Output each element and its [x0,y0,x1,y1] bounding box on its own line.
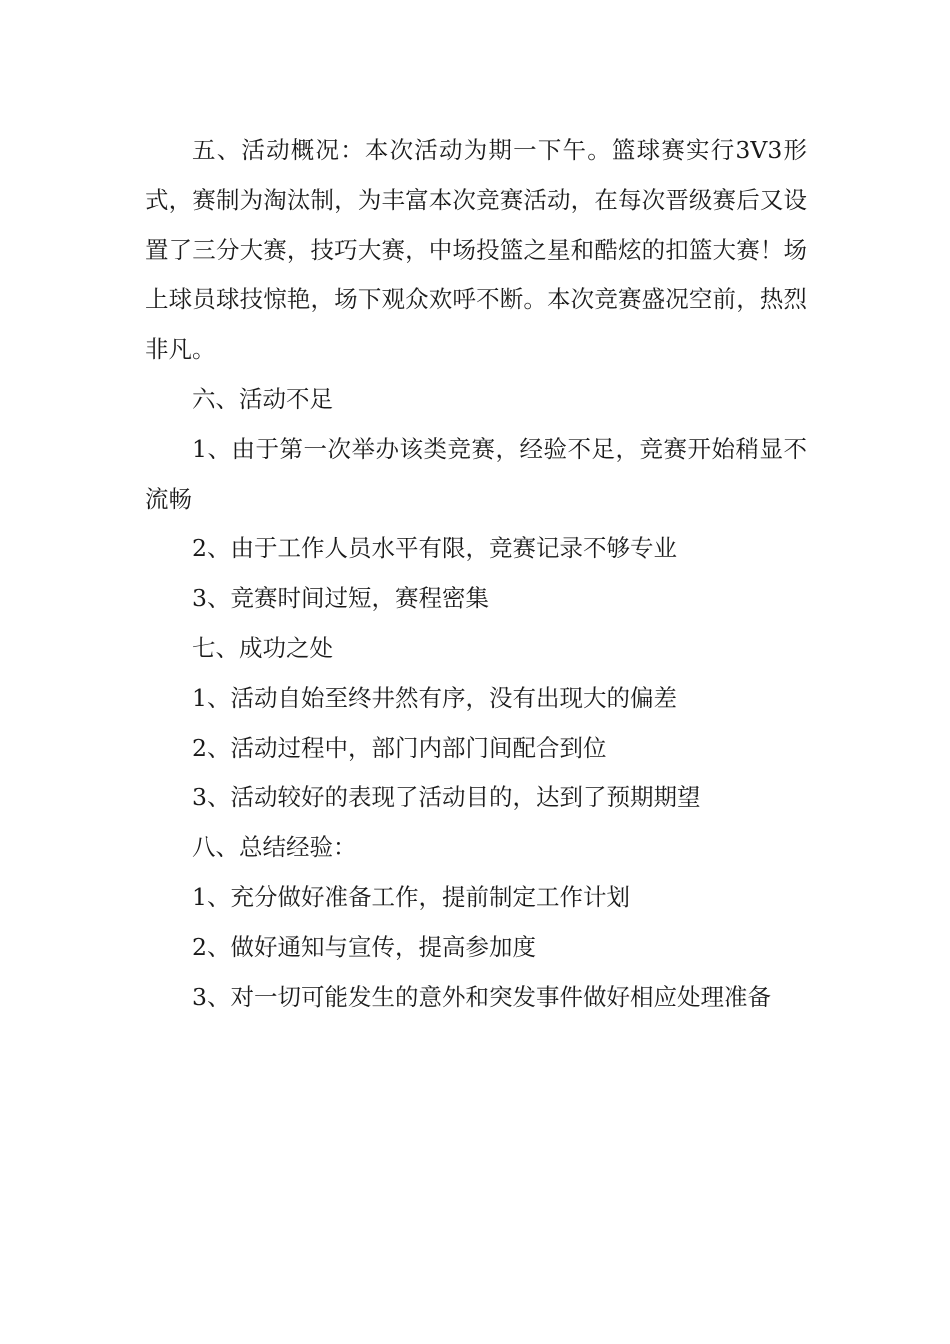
document-body [145,126,807,1022]
lesson-item-2: 2、做好通知与宣传，提高参加度 [192,932,536,961]
heading-lessons: 八、总结经验： [192,833,357,862]
shortcoming-item-1: 1、由于第一次举办该类竞赛，经验不足，竞赛开始稍显不流畅 [145,434,807,513]
success-item-2: 2、活动过程中，部门内部门间配合到位 [192,733,607,762]
shortcoming-item-2: 2、由于工作人员水平有限，竞赛记录不够专业 [192,534,677,563]
success-item-1: 1、活动自始至终井然有序，没有出现大的偏差 [192,683,677,712]
shortcoming-item-3: 3、竞赛时间过短，赛程密集 [192,584,489,613]
success-item-3: 3、活动较好的表现了活动目的，达到了预期期望 [192,783,701,812]
lesson-item-3: 3、对一切可能发生的意外和突发事件做好相应处理准备 [192,982,771,1011]
heading-successes: 七、成功之处 [192,633,333,662]
lesson-item-1: 1、充分做好准备工作，提前制定工作计划 [192,882,630,911]
heading-shortcomings: 六、活动不足 [192,384,333,413]
paragraph-activity-overview: 五、活动概况：本次活动为期一下午。篮球赛实行3V3形式，赛制为淘汰制，为丰富本次竞赛活动，在每次晋级赛后又设置了三分大赛，技巧大赛，中场投篮之星和酷炫的扣篮大赛！场上球员球技惊艳，场下观众欢呼不断。本次竞赛盛况空前，热烈非凡。 [145,136,807,364]
